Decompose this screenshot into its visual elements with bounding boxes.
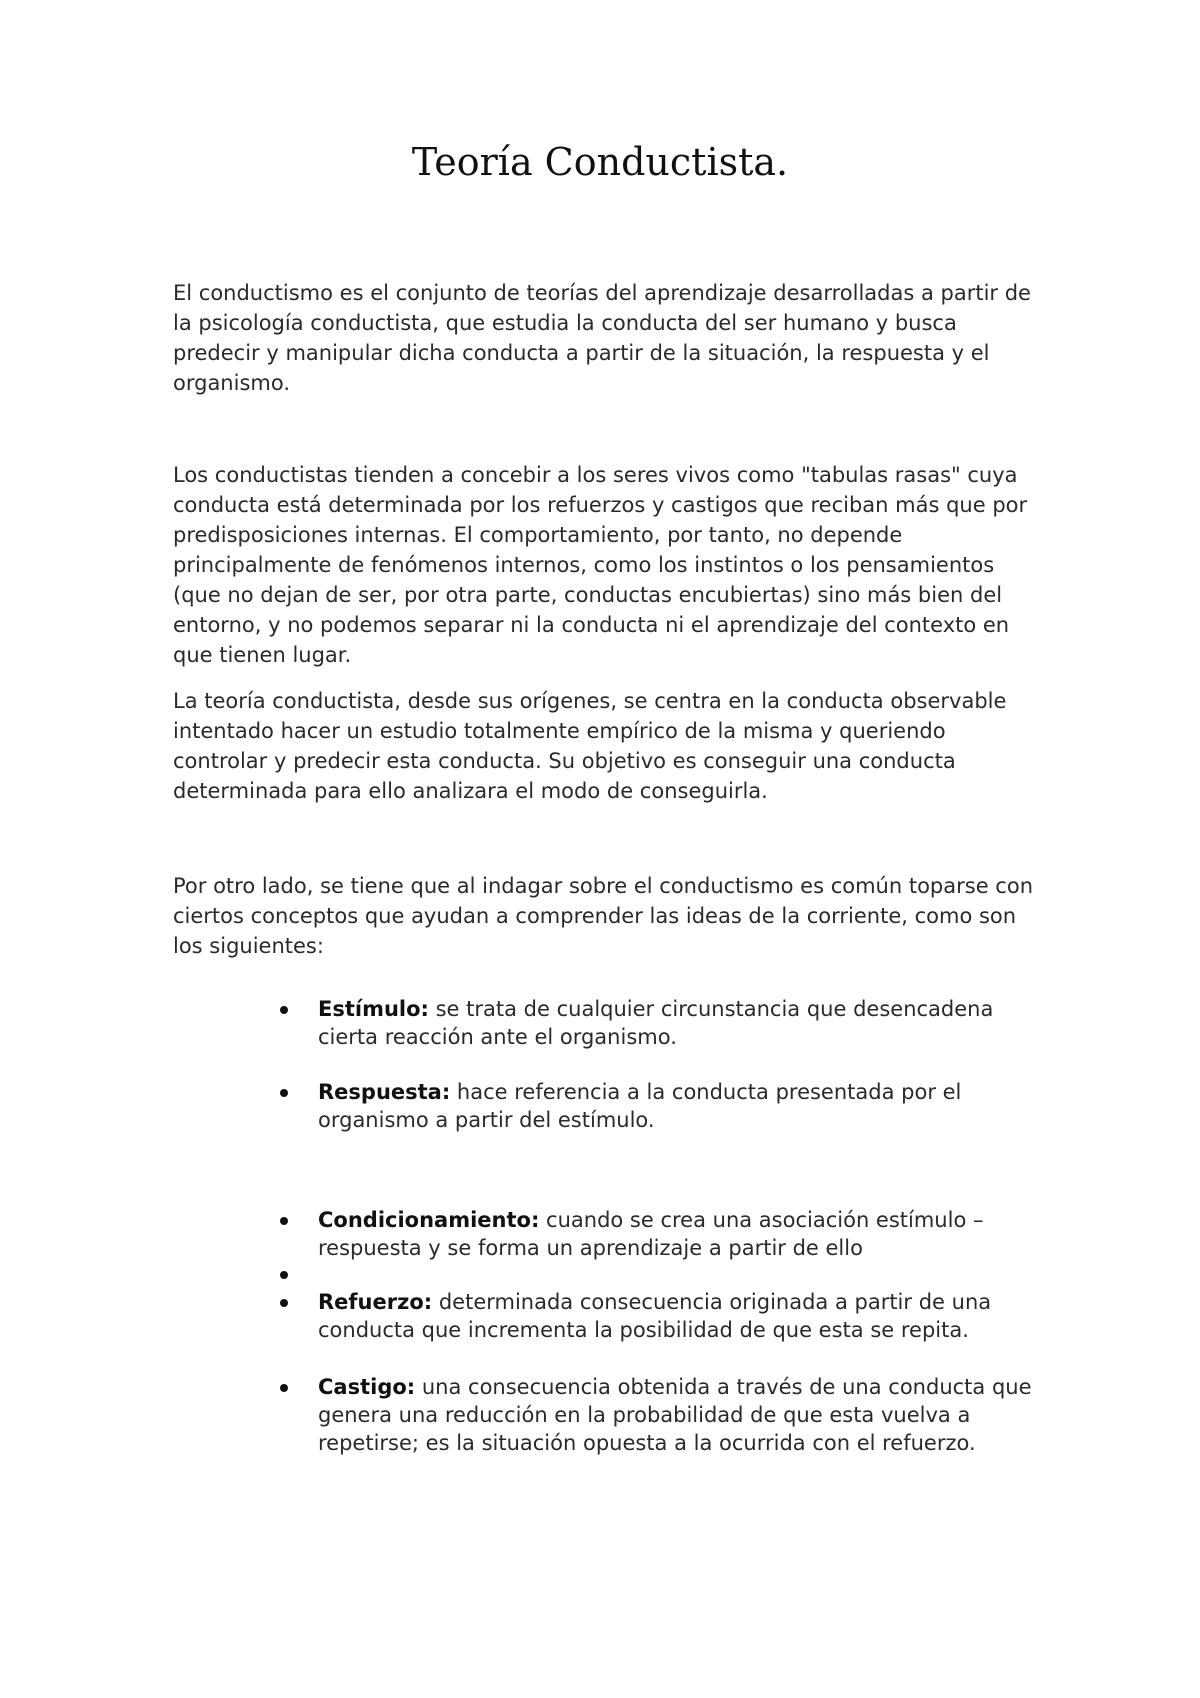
bullet-term: Estímulo: (318, 997, 429, 1021)
bullet-text: determinada consecuencia originada a partir de una conducta que incrementa la posibilidad de que esta se repita. (318, 1290, 992, 1342)
bullet-icon (280, 1217, 288, 1225)
list-item-respuesta (318, 1078, 1048, 1134)
bullet-term: Condicionamiento: (318, 1208, 540, 1232)
bullet-icon (280, 1271, 288, 1279)
paragraph-concepts-intro: Por otro lado, se tiene que al indagar sobre el conductismo es común toparse con ciertos conceptos que ayudan a comprender las ideas de la corriente, como son los siguientes: (173, 874, 1034, 958)
list-item-condicionamiento (318, 1206, 1048, 1262)
bullet-text: se trata de cualquier circunstancia que desencadena cierta reacción ante el organismo. (318, 997, 994, 1049)
bullet-term: Castigo: (318, 1375, 416, 1399)
document-title: Teoría Conductista. (411, 140, 789, 184)
bullet-icon (280, 1384, 288, 1392)
bullet-term: Refuerzo: (318, 1290, 433, 1314)
bullet-icon (280, 1089, 288, 1097)
bullet-term: Respuesta: (318, 1080, 451, 1104)
list-item-castigo (318, 1373, 1048, 1457)
bullet-icon (280, 1299, 288, 1307)
paragraph-tabulas-rasas: Los conductistas tienden a concebir a los seres vivos como "tabulas rasas" cuya conducta está determinada por los refuerzos y castigos que reciban más que por predisposiciones internas. El comportamiento, por tanto, no depende principalmente de fenómenos internos, como los instintos o los pensamientos (que no dejan de ser, por otra parte, conductas encubiertas) sino más bien del entorno, y no podemos separar ni la conducta ni el aprendizaje del contexto en que tienen lugar. (173, 463, 1028, 667)
paragraph-observable-conduct: La teoría conductista, desde sus orígenes, se centra en la conducta observable intentado hacer un estudio totalmente empírico de la misma y queriendo controlar y predecir esta conducta. Su objetivo es conseguir una conducta determinada para ello analizara el modo de conseguirla. (173, 689, 1007, 803)
bullet-icon (280, 1006, 288, 1014)
bullet-text: una consecuencia obtenida a través de una conducta que genera una reducción en la probabilidad de que esta vuelva a repetirse; es la situación opuesta a la ocurrida con el refuerzo. (318, 1375, 1032, 1455)
bullet-text: cuando se crea una asociación estímulo – respuesta y se forma un aprendizaje a partir de ello (318, 1208, 984, 1260)
list-item-estimulo (318, 995, 1048, 1051)
paragraph-definition: El conductismo es el conjunto de teorías del aprendizaje desarrolladas a partir de la psicología conductista, que estudia la conducta del ser humano y busca predecir y manipular dicha conducta a partir de la situación, la respuesta y el organismo. (173, 281, 1031, 395)
list-item-refuerzo (318, 1288, 1048, 1344)
bullet-text: hace referencia a la conducta presentada por el organismo a partir del estímulo. (318, 1080, 962, 1132)
